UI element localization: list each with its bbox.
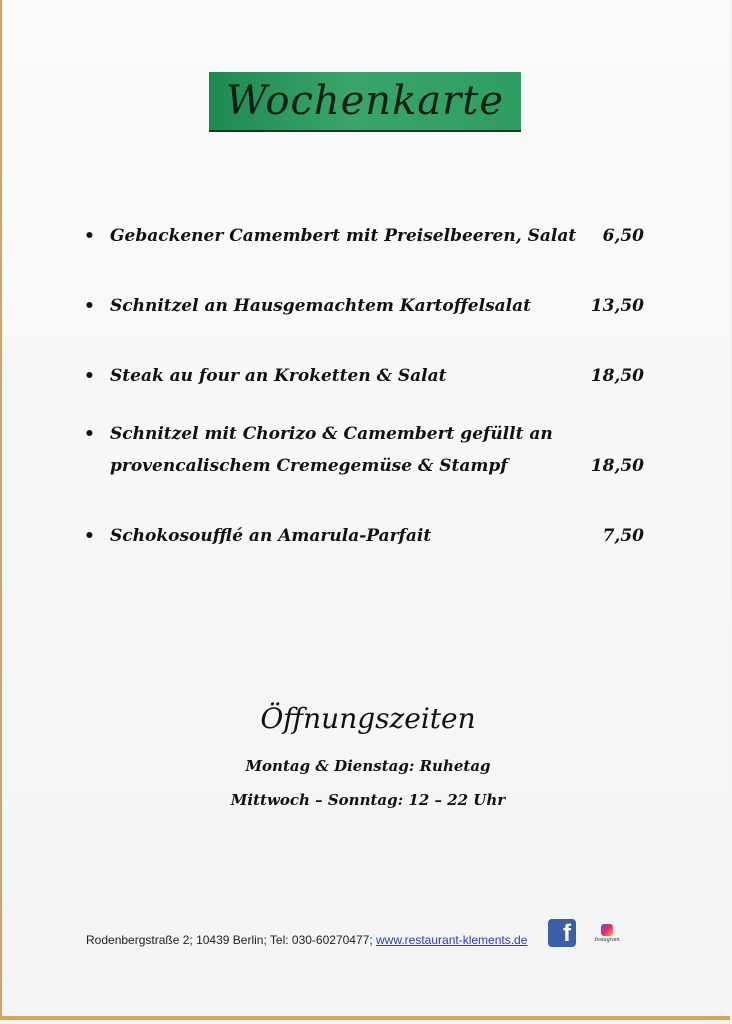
facebook-icon[interactable] [548,919,576,947]
dish-price: 7,50 [602,526,644,546]
dish-name: Gebackener Camembert mit Preiselbeeren, Salat [110,226,577,246]
dish-price: 18,50 [590,456,644,476]
dish-name: Schokosoufflé an Amarula-Parfait [110,526,432,546]
dish-price: 18,50 [590,366,644,386]
dish-name-line1: Schnitzel mit Chorizo & Camembert gefüllt an [110,424,553,444]
title-banner [209,72,521,132]
opening-hours-line: Mittwoch – Sonntag: 12 – 22 Uhr [230,791,506,809]
page-title: Wochenkarte [225,78,505,124]
opening-hours-line: Montag & Dienstag: Ruhetag [245,757,491,775]
dish-name-line2: provencalischem Cremegemüse & Stampf [110,456,508,476]
dish-price: 6,50 [602,226,644,246]
dish-price: 13,50 [590,296,644,316]
bullet: • [84,526,95,546]
dish-name: Schnitzel an Hausgemachtem Kartoffelsalat [110,296,531,316]
facebook-glyph: f [563,920,571,947]
bullet: • [84,424,95,444]
bullet: • [84,226,95,246]
instagram-link[interactable] [590,924,624,943]
instagram-icon [601,924,613,936]
bullet: • [84,366,95,386]
opening-hours-title: Öffnungszeiten [260,702,476,735]
website-link[interactable]: www.restaurant-klements.de [376,933,528,947]
instagram-label: Instagram [594,937,620,943]
footer [86,933,527,947]
dish-name: Steak au four an Kroketten & Salat [110,366,447,386]
footer-address: Rodenbergstraße 2; 10439 Berlin; Tel: 030-60270477; [86,933,373,947]
bullet: • [84,296,95,316]
